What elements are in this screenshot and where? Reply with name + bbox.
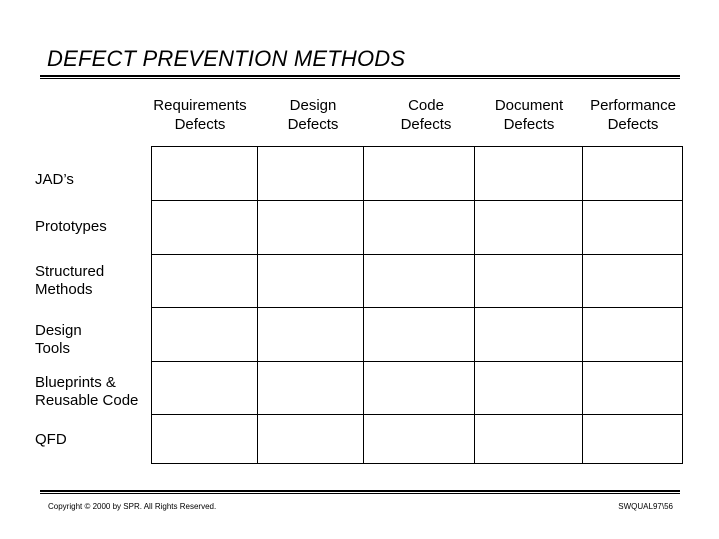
slide-id: SWQUAL97\56: [618, 502, 673, 511]
column-header-line: Requirements: [153, 97, 247, 114]
footer-rule: [40, 490, 680, 494]
column-header-code: [375, 96, 477, 134]
row-label-jads: [35, 171, 74, 189]
grid-row-divider: [152, 361, 682, 362]
grid-row-divider: [152, 254, 682, 255]
column-header-line: Design: [289, 97, 337, 114]
column-header-line: Performance: [590, 97, 676, 114]
copyright-notice: Copyright © 2000 by SPR. All Rights Reserved.: [48, 502, 217, 511]
grid-row-divider: [152, 200, 682, 201]
column-header-line: Defects: [503, 116, 555, 133]
column-header-document: [478, 96, 580, 134]
column-header-design: [262, 96, 364, 134]
grid-column-divider: [474, 147, 475, 463]
row-label-line: JAD’s: [35, 171, 74, 188]
defect-matrix-grid: [151, 146, 683, 464]
row-label-line: Blueprints &: [35, 374, 116, 391]
column-header-line: Defects: [400, 116, 452, 133]
row-label-line: QFD: [35, 431, 67, 448]
grid-row-divider: [152, 307, 682, 308]
row-label-blueprints-reusable-code: [35, 374, 138, 410]
column-header-line: Document: [494, 97, 564, 114]
grid-row-divider: [152, 414, 682, 415]
column-header-line: Defects: [607, 116, 659, 133]
column-header-requirements: [144, 96, 256, 134]
row-label-line: Design: [35, 322, 82, 339]
column-header-line: Defects: [287, 116, 339, 133]
page-title: DEFECT PREVENTION METHODS: [47, 46, 406, 71]
row-label-qfd: [35, 431, 67, 449]
row-label-line: Tools: [35, 340, 71, 357]
row-label-line: Reusable Code: [35, 392, 139, 409]
grid-column-divider: [582, 147, 583, 463]
row-label-line: Prototypes: [35, 218, 107, 235]
column-header-performance: [580, 96, 686, 134]
row-label-line: Structured: [35, 263, 105, 280]
column-header-line: Code: [408, 97, 444, 114]
row-label-prototypes: [35, 218, 107, 236]
grid-column-divider: [257, 147, 258, 463]
row-label-line: Methods: [35, 281, 93, 298]
row-label-design-tools: [35, 322, 82, 358]
column-header-line: Defects: [174, 116, 226, 133]
title-rule: [40, 75, 680, 79]
grid-column-divider: [363, 147, 364, 463]
row-label-structured-methods: [35, 263, 104, 299]
